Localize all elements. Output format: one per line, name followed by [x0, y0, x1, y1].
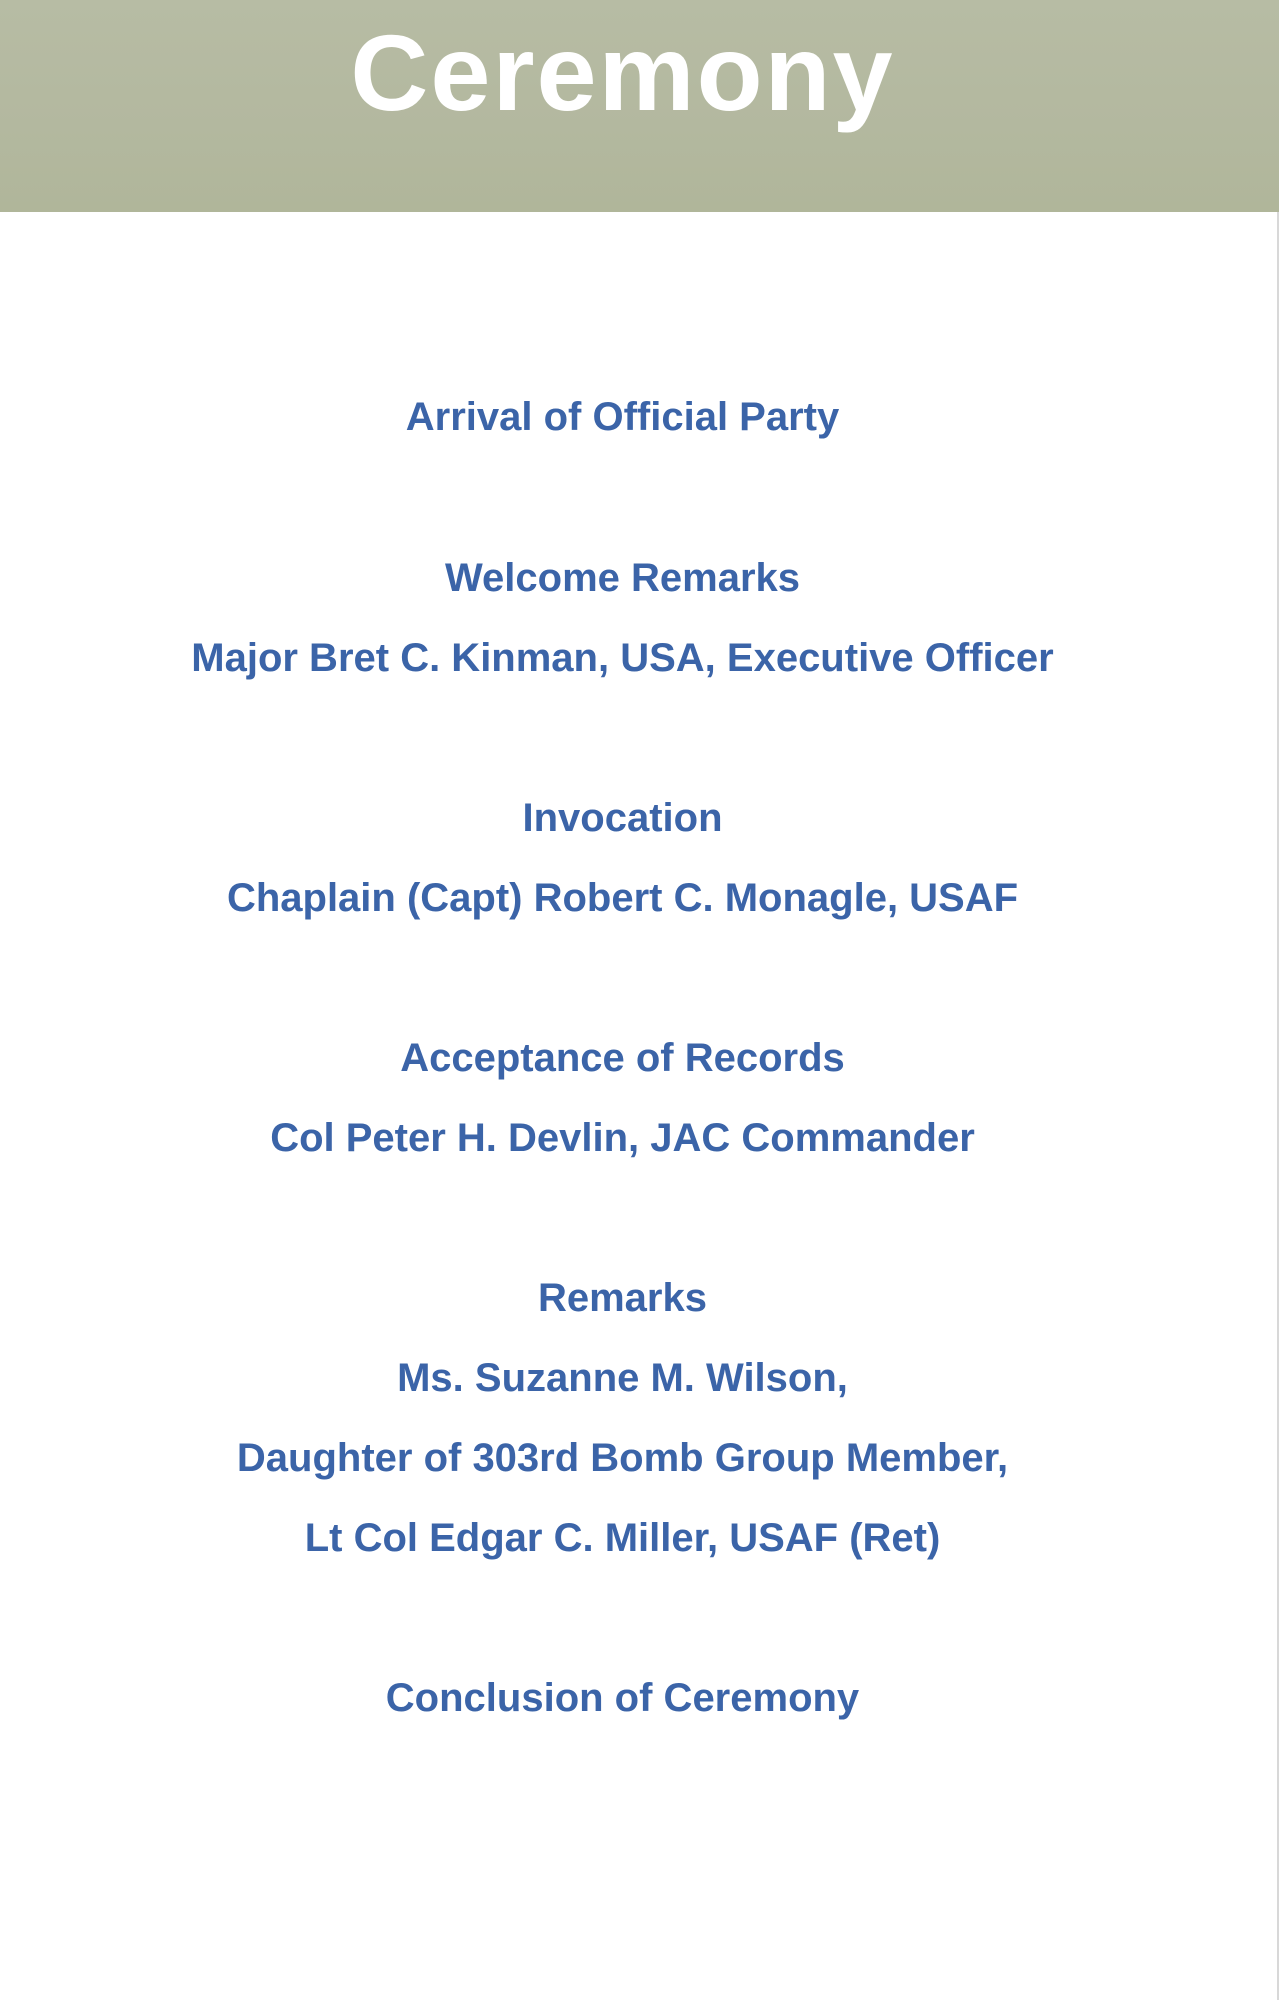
acceptance-speaker: Col Peter H. Devlin, JAC Commander	[270, 1116, 975, 1160]
remarks-title: Remarks	[537, 1276, 707, 1320]
remarks-speaker-name: Ms. Suzanne M. Wilson,	[397, 1356, 848, 1400]
welcome-speaker: Major Bret C. Kinman, USA, Executive Officer	[191, 636, 1054, 680]
acceptance-title: Acceptance of Records	[400, 1036, 845, 1080]
remarks-member-name: Lt Col Edgar C. Miller, USAF (Ret)	[304, 1516, 941, 1560]
header-banner	[0, 0, 1279, 212]
page-title: Ceremony	[350, 12, 895, 133]
remarks-speaker-relation: Daughter of 303rd Bomb Group Member,	[236, 1436, 1009, 1480]
invocation-speaker: Chaplain (Capt) Robert C. Monagle, USAF	[226, 876, 1019, 920]
welcome-title: Welcome Remarks	[445, 556, 800, 600]
invocation-title: Invocation	[522, 796, 723, 840]
conclusion-item: Conclusion of Ceremony	[385, 1676, 860, 1720]
arrival-item: Arrival of Official Party	[405, 395, 840, 439]
